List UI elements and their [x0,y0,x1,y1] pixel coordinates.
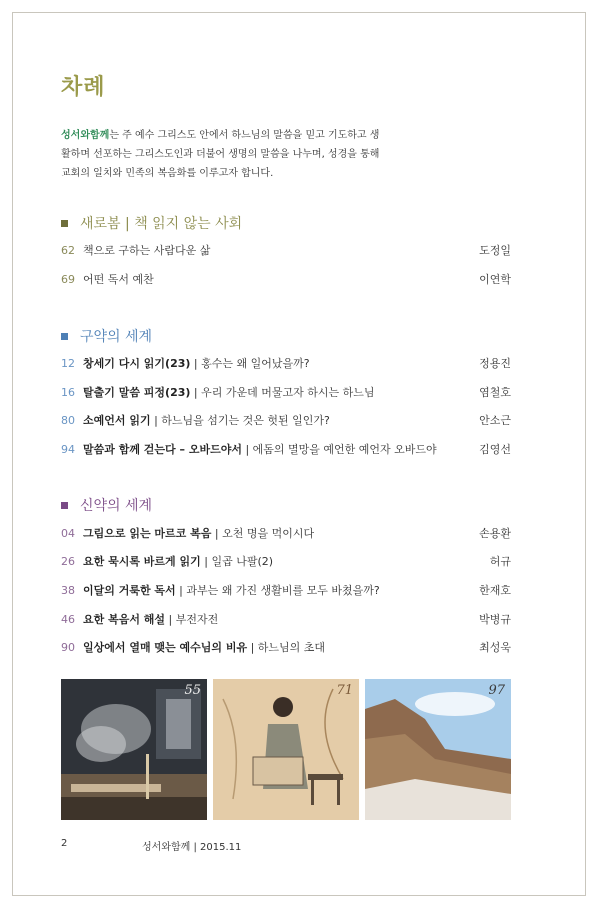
toc-title [83,441,479,457]
toc-author: 정용진 [479,357,511,370]
toc-subtitle: | 과부는 왜 가진 생활비를 모두 바쳤을까? [175,584,380,597]
toc-title [83,355,479,371]
toc-row[interactable] [61,440,511,458]
section-heading-new-testament [61,495,152,515]
toc-row[interactable] [61,581,511,599]
toc-author: 허규 [489,555,511,568]
toc-row[interactable] [61,552,511,570]
toc-page-number: 04 [61,526,75,540]
toc-page-number: 62 [61,243,75,257]
toc-author: 김영선 [479,443,511,456]
footer-page-number: 2 [61,838,68,849]
toc-page-number: 90 [61,640,75,654]
church-interior-illustration [61,679,207,820]
section-heading-label: 새로봄 | 책 읽지 않는 사회 [80,216,243,232]
toc-title [83,639,479,655]
toc-subtitle: | 홍수는 왜 일어났을까? [190,357,310,370]
toc-author: 한재호 [479,584,511,597]
toc-series: 그림으로 읽는 마르코 복음 [83,527,212,540]
toc-page-number: 69 [61,272,75,286]
toc-series: 말씀과 함께 걷는다 – 오바드야서 [83,443,242,456]
toc-series: 요한 묵시록 바르게 읽기 [83,555,201,568]
toc-page-number: 38 [61,583,75,597]
intro-paragraph [61,126,381,183]
toc-page-number: 26 [61,554,75,568]
toc-author: 안소근 [479,414,511,427]
toc-author: 도정일 [479,244,511,257]
toc-subtitle: | 오천 명을 먹이시다 [211,527,315,540]
toc-author: 박병규 [479,613,511,626]
toc-title [83,525,479,541]
toc-row[interactable] [61,610,511,628]
toc-row[interactable] [61,524,511,542]
toc-title [83,611,479,627]
toc-title [83,412,479,428]
toc-subtitle: | 하느님을 섬기는 것은 헛된 일인가? [150,414,330,427]
toc-row[interactable] [61,354,511,372]
toc-title [83,384,479,400]
painting-illustration [213,679,359,820]
toc-row[interactable] [61,411,511,429]
toc-title [83,582,479,598]
toc-series: 소예언서 읽기 [83,414,151,427]
toc-page-number: 94 [61,442,75,456]
section-heading-label: 신약의 세계 [80,498,153,514]
section-square-icon [61,333,68,340]
desert-illustration [365,679,511,820]
intro-text: 는 주 예수 그리스도 안에서 하느님의 말씀을 믿고 기도하고 생활하며 선포하는 그리스도인과 더불어 생명의 말씀을 나누며, 성경을 통해 교회의 일치와 민족의 복음화를 이루고자 합니다. [61,130,380,179]
toc-subtitle: | 하느님의 초대 [247,641,326,654]
section-square-icon [61,220,68,227]
toc-title [83,271,479,287]
toc-row[interactable] [61,241,511,259]
section-heading-label: 구약의 세계 [80,329,153,345]
toc-row[interactable] [61,383,511,401]
section-square-icon [61,502,68,509]
page-title: 차례 [61,75,106,100]
toc-row[interactable] [61,638,511,656]
section-heading-saerobom [61,213,242,233]
toc-subtitle: | 에돔의 멸망을 예언한 예언자 오바드야 [241,443,437,456]
toc-subtitle: | 부전자전 [165,613,219,626]
toc-author: 최성욱 [479,641,511,654]
photo-desert-cliffs[interactable] [365,679,511,820]
toc-title [83,242,479,258]
toc-page-number: 46 [61,612,75,626]
toc-subtitle: 어떤 독서 예찬 [83,273,154,286]
photo-page-number: 71 [336,683,353,698]
toc-author: 이연학 [479,273,511,286]
toc-series: 창세기 다시 읽기(23) [83,357,191,370]
footer-magazine: 성서와함께 | 2015.11 [142,842,242,853]
toc-author: 염철호 [479,386,511,399]
toc-page-number: 12 [61,356,75,370]
photo-painting-woman[interactable] [213,679,359,820]
photo-page-number: 55 [184,683,201,698]
toc-series: 이달의 거룩한 독서 [83,584,176,597]
toc-author: 손용환 [479,527,511,540]
photo-church-interior[interactable] [61,679,207,820]
section-heading-old-testament [61,326,152,346]
toc-page-number: 16 [61,385,75,399]
toc-title [83,553,490,569]
toc-subtitle: | 일곱 나팔(2) [200,555,274,568]
toc-subtitle: | 우리 가운데 머물고자 하시는 하느님 [190,386,375,399]
intro-brand: 성서와함께 [61,130,110,141]
toc-series: 탈출기 말씀 피정(23) [83,386,191,399]
toc-series: 요한 복음서 해설 [83,613,166,626]
toc-series: 일상에서 열매 맺는 예수님의 비유 [83,641,248,654]
photo-page-number: 97 [488,683,505,698]
toc-page-number: 80 [61,413,75,427]
toc-row[interactable] [61,270,511,288]
toc-subtitle: 책으로 구하는 사람다운 삶 [83,244,211,257]
